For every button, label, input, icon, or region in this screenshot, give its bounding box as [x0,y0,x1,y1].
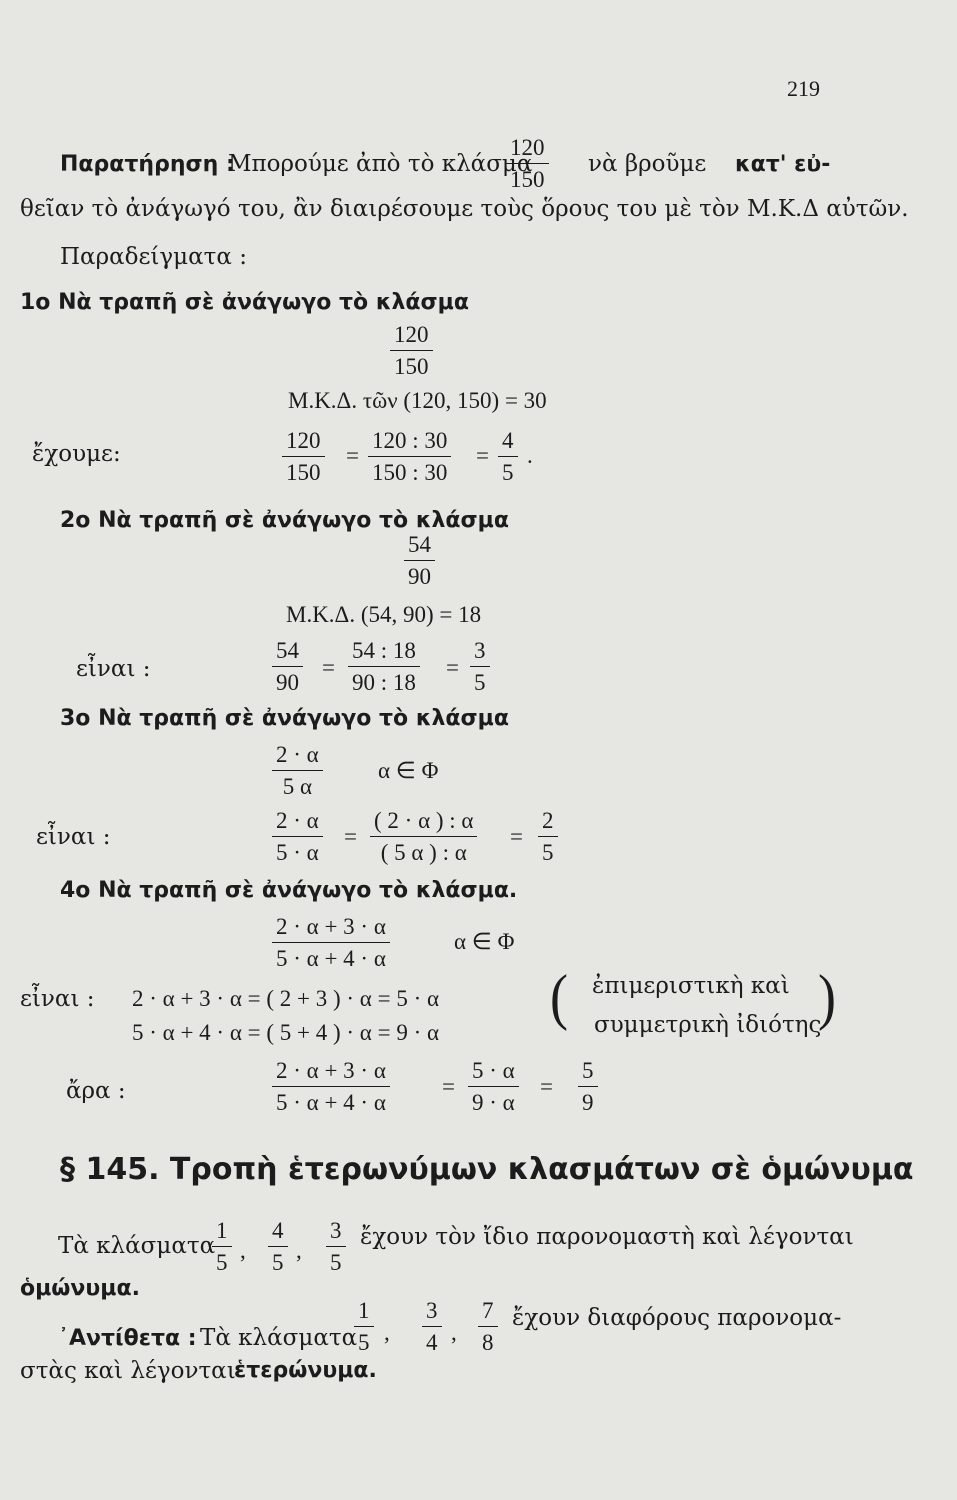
example-3-heading: 3ο Νὰ τραπῆ σὲ ἀνάγωγο τὸ κλάσμα [60,706,509,731]
fraction-numerator: 7 [482,1298,494,1323]
observation-line-2: θεῖαν τὸ ἀνάγωγό του, ἂν διαιρέσουμε τοὺς ὅρους του μὲ τὸν Μ.Κ.Δ αὐτῶν. [20,196,909,222]
example-1-lead: ἔχουμε: [32,441,121,467]
example-4-lead-2: ἄρα : [66,1078,126,1104]
example-3-frac-b [370,808,477,866]
example-2-frac-b [348,638,420,696]
section-paragraph-1-start: Τὰ κλάσματα [58,1233,216,1259]
fraction-numerator: 3 [330,1218,342,1243]
equals-sign: = [510,824,523,849]
right-parenthesis: ) [818,962,836,1032]
fraction-denominator: 9 · α [468,1086,519,1116]
fraction-denominator: 5 [326,1246,346,1276]
fraction-denominator: 5 [354,1326,374,1356]
example-4-frac-c [578,1058,598,1116]
comma: , [451,1320,457,1345]
observation-text: Μπορούμε ἀπὸ τὸ κλάσμα [228,151,533,177]
observation-text-2: νὰ βροῦμε [588,151,707,177]
section-paragraph-1-end: ἔχουν τὸν ἴδιο παρονομαστὴ καὶ λέγονται [360,1224,854,1250]
fraction-7-8 [478,1298,498,1356]
section-paragraph-2-line-2b: ἑτερώνυμα. [234,1358,377,1383]
fraction-1-5 [212,1218,232,1276]
equals-sign: = [442,1074,455,1099]
example-3-condition: α ∈ Φ [378,758,439,783]
examples-title: Παραδείγματα : [60,244,247,270]
example-2-fraction [404,532,435,590]
fraction-numerator: 120 [286,428,321,453]
fraction-denominator: 4 [422,1326,442,1356]
example-4-fraction [272,914,390,972]
equals-sign: = [322,655,335,680]
section-paragraph-1-line-2: ὁμώνυμα. [20,1276,140,1301]
property-line-1: ἐπιμεριστικὴ καὶ [592,973,790,999]
fraction-numerator: 120 [394,322,429,347]
example-1-frac-b [368,428,451,486]
fraction-denominator: 90 : 18 [348,666,420,696]
fraction-numerator: 54 [408,532,431,557]
fraction-denominator: 150 [282,456,325,486]
fraction-denominator: 5 · α + 4 · α [272,1086,390,1116]
fraction-numerator: 5 · α [472,1058,515,1083]
fraction-numerator: 1 [358,1298,370,1323]
example-4-frac-b [468,1058,519,1116]
fraction-denominator: 5 [538,836,558,866]
fraction-numerator: 2 · α [276,742,319,767]
section-title: § 145. Τροπὴ ἑτερωνύμων κλασμάτων σὲ ὁμώνυμα [60,1152,914,1187]
fraction-denominator: 5 · α [272,836,323,866]
page-number: 219 [787,76,820,101]
example-2-gcd: Μ.Κ.Δ. (54, 90) = 18 [286,602,482,627]
fraction-numerator: ( 2 · α ) : α [374,808,474,833]
fraction-numerator: 3 [426,1298,438,1323]
comma: , [240,1238,246,1263]
example-4-lead: εἶναι : [20,986,95,1012]
fraction-denominator: ( 5 α ) : α [370,836,477,866]
fraction-numerator: 2 · α + 3 · α [276,1058,386,1083]
example-1-frac-a [282,428,325,486]
example-4-condition: α ∈ Φ [454,929,515,954]
section-paragraph-2-label: ᾿Αντίθετα : [58,1326,197,1351]
fraction-numerator: 5 [582,1058,594,1083]
fraction-numerator: 1 [216,1218,228,1243]
example-2-frac-a [272,638,303,696]
example-2-frac-c [470,638,490,696]
fraction-numerator: 2 [542,808,554,833]
fraction-numerator: 54 : 18 [352,638,416,663]
period: . [527,443,533,468]
example-1-gcd: Μ.Κ.Δ. τῶν (120, 150) = 30 [288,388,547,413]
left-parenthesis: ( [550,962,568,1032]
section-paragraph-2-line-2a: στὰς καὶ λέγονται [20,1358,236,1384]
fraction-3-5 [326,1218,346,1276]
fraction-4-5 [268,1218,288,1276]
section-paragraph-2-text: Τὰ κλάσματα [200,1325,358,1351]
fraction-denominator: 5 [470,666,490,696]
equals-sign: = [446,655,459,680]
fraction-numerator: 3 [474,638,486,663]
example-4-heading: 4ο Νὰ τραπῆ σὲ ἀνάγωγο τὸ κλάσμα. [60,878,518,903]
fraction-denominator: 5 [268,1246,288,1276]
fraction-numerator: 2 · α + 3 · α [276,914,386,939]
example-4-frac-a [272,1058,390,1116]
comma: , [384,1320,390,1345]
comma: , [296,1238,302,1263]
example-2-heading: 2ο Νὰ τραπῆ σὲ ἀνάγωγο τὸ κλάσμα [60,508,509,533]
fraction-numerator: 120 : 30 [372,428,448,453]
example-3-frac-a [272,808,323,866]
example-4-line-2: 5 · α + 4 · α = ( 5 + 4 ) · α = 9 · α [132,1020,440,1045]
fraction-denominator: 5 [498,456,518,486]
fraction-numerator: 120 [510,135,545,160]
fraction-denominator: 90 [272,666,303,696]
example-1-heading: 1ο Νὰ τραπῆ σὲ ἀνάγωγο τὸ κλάσμα [20,290,469,315]
fraction-numerator: 4 [502,428,514,453]
example-3-frac-c [538,808,558,866]
equals-sign: = [476,443,489,468]
fraction-denominator: 150 : 30 [368,456,451,486]
example-1-frac-c [498,428,518,486]
equals-sign: = [344,824,357,849]
fraction-denominator: 9 [578,1086,598,1116]
fraction-denominator: 90 [404,560,435,590]
example-4-line-1: 2 · α + 3 · α = ( 2 + 3 ) · α = 5 · α [132,986,440,1011]
fraction-numerator: 4 [272,1218,284,1243]
example-2-lead: εἶναι : [76,656,151,682]
fraction-3-4 [422,1298,442,1356]
fraction-denominator: 5 [212,1246,232,1276]
fraction-denominator: 5 · α + 4 · α [272,942,390,972]
fraction-denominator: 5 α [272,770,323,800]
fraction-numerator: 54 [276,638,299,663]
fraction-denominator: 8 [478,1326,498,1356]
equals-sign: = [346,443,359,468]
fraction-1-5-b [354,1298,374,1356]
property-line-2: συμμετρικὴ ἰδιότης [594,1012,822,1038]
observation-text-bold: κατ' εὐ- [735,152,831,177]
fraction-denominator: 150 [506,163,549,193]
example-1-fraction [390,322,433,380]
fraction-denominator: 150 [390,350,433,380]
observation-label: Παρατήρηση : [60,152,235,177]
observation-fraction [506,135,549,193]
fraction-numerator: 2 · α [276,808,319,833]
example-3-lead: εἶναι : [36,824,111,850]
example-3-fraction [272,742,323,800]
section-paragraph-2-end: ἔχουν διαφόρους παρονομα- [512,1305,842,1331]
equals-sign: = [540,1074,553,1099]
